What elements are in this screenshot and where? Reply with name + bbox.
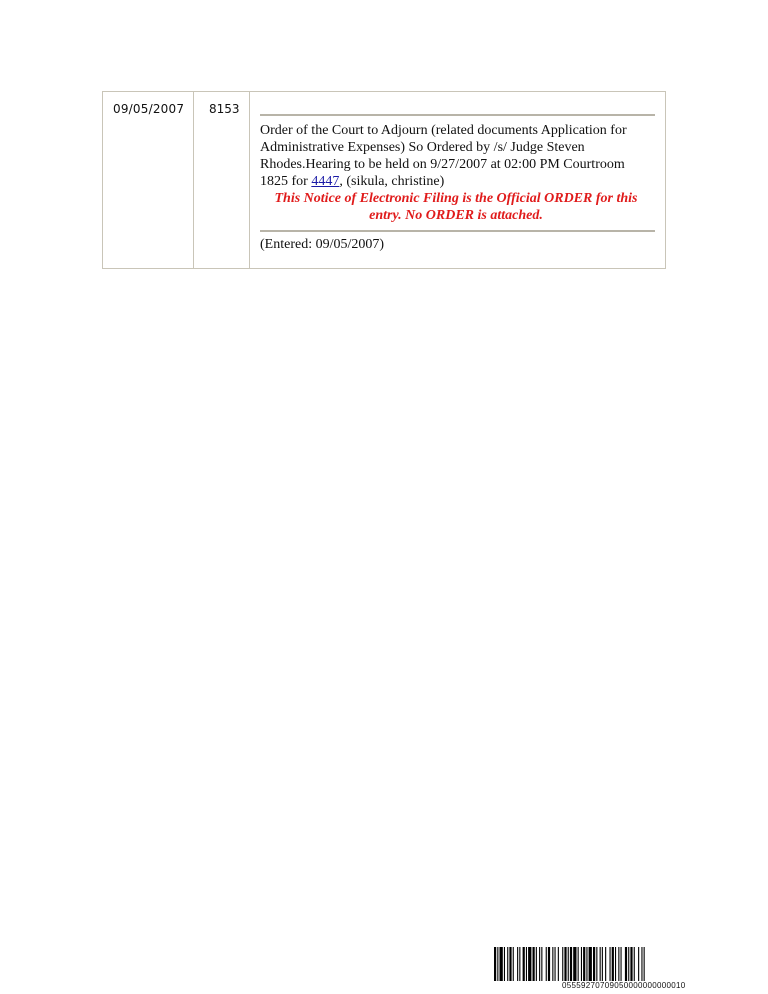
barcode-number: 05559270709050000000000010 — [562, 981, 686, 990]
docket-text — [260, 122, 652, 190]
docket-text-cell — [250, 92, 665, 268]
doc-number-cell — [194, 92, 250, 268]
docket-entry-table — [102, 91, 666, 269]
barcode-icon — [494, 947, 758, 981]
bottom-divider — [260, 230, 655, 232]
docket-text-filer: , (sikula, christine) — [339, 174, 445, 189]
official-order-notice: This Notice of Electronic Filing is the Official ORDER for this entry. No ORDER is attached. — [274, 191, 638, 223]
top-divider — [260, 114, 655, 116]
date-filed-cell — [103, 92, 194, 268]
doc-number: 8153 — [209, 102, 240, 116]
date-filed: 09/05/2007 — [113, 102, 185, 116]
entered-date: (Entered: 09/05/2007) — [260, 237, 385, 252]
docket-text-main: Order of the Court to Adjourn (related documents Application for Administrative Expenses) So Ordered by /s/ Judge Steven Rhodes.Hearing to be held on 9/27/2007 at 02:00 PM Courtroom 1825 for — [260, 123, 627, 189]
related-document-link[interactable]: 4447 — [311, 174, 340, 189]
barcode-block — [494, 947, 758, 991]
